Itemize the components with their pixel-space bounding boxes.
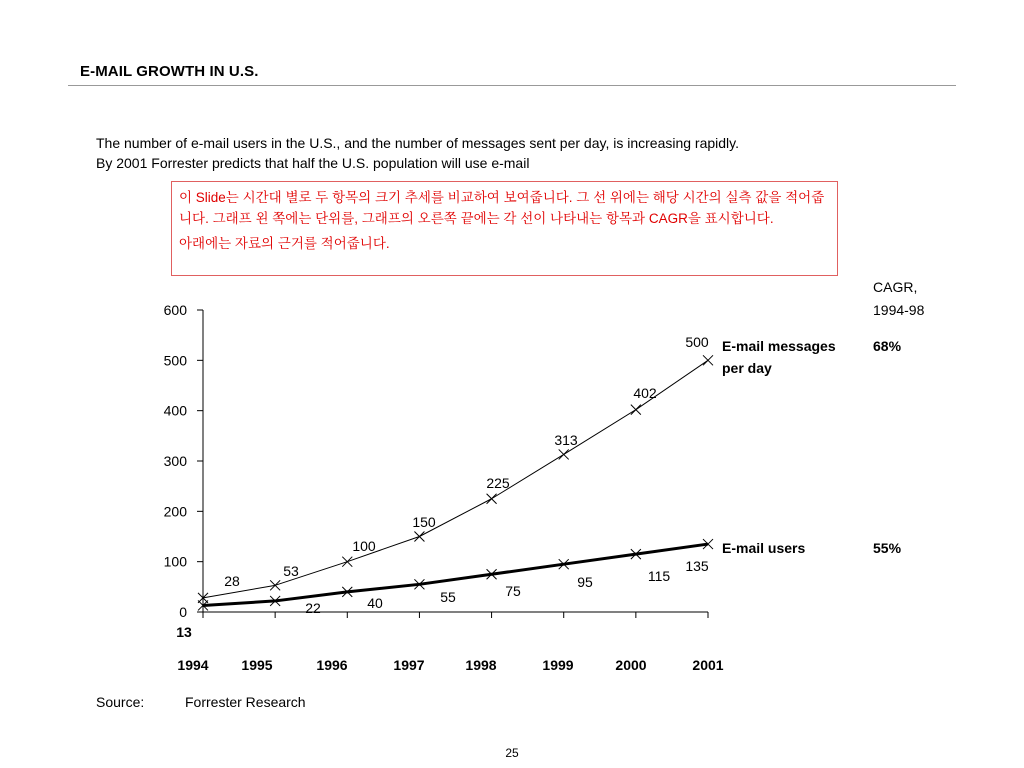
x-tick-label-1998: 1998 xyxy=(465,657,497,673)
chart-axes xyxy=(197,310,708,618)
series-name-1-line-0: E-mail users xyxy=(722,540,806,556)
y-tick-label-400: 400 xyxy=(163,402,187,419)
data-label-series-0-1998: 225 xyxy=(486,475,510,491)
data-label-series-1-1999: 95 xyxy=(577,574,593,590)
data-label-series-1-1997: 55 xyxy=(440,589,456,605)
series-0-point-1998 xyxy=(487,494,497,504)
cagr-value-0: 68% xyxy=(873,338,902,354)
series-name-0-line-0: E-mail messages xyxy=(722,338,836,354)
x-tick-label-1994: 1994 xyxy=(177,657,209,673)
series-line-0 xyxy=(203,360,708,598)
series-0-point-1997 xyxy=(414,532,424,542)
series-0-point-2001 xyxy=(703,355,713,365)
data-label-series-1-1998: 75 xyxy=(505,583,521,599)
y-tick-label-600: 600 xyxy=(163,302,187,318)
data-label-series-0-1995: 53 xyxy=(283,563,299,579)
series-0-point-1995 xyxy=(270,580,280,590)
y-tick-label-200: 200 xyxy=(163,503,187,520)
chart-labels xyxy=(164,279,925,673)
x-tick-label-2000: 2000 xyxy=(615,657,647,673)
x-tick-label-1999: 1999 xyxy=(542,657,574,673)
y-tick-label-500: 500 xyxy=(163,352,187,369)
annotation-line-1: 이 Slide는 시간대 별로 두 항목의 크기 추세를 비교하여 보여줍니다. 그 선 위에는 해당 시간의 실측 값을 적어줍니다. 그래프 왼 쪽에는 단위를, 그래프의 오른쪽 끝에는 각 선이 나타내는 항목과 CAGR을 표시합니다. xyxy=(179,190,825,226)
x-tick-label-1997: 1997 xyxy=(393,657,425,673)
data-label-series-1-2001: 135 xyxy=(685,558,709,574)
data-label-series-0-2000: 402 xyxy=(633,385,657,401)
y-tick-label-100: 100 xyxy=(163,553,187,570)
y-tick-label-0: 0 xyxy=(179,604,187,620)
source-note xyxy=(96,694,306,710)
annotation-line-2: 아래에는 자료의 근거를 적어줍니다. xyxy=(179,236,390,251)
data-label-series-1-1994: 13 xyxy=(176,624,192,640)
data-label-series-0-2001: 500 xyxy=(685,334,709,350)
y-tick-label-300: 300 xyxy=(163,453,187,469)
data-label-series-0-1997: 150 xyxy=(412,514,436,530)
page-title: E-MAIL GROWTH IN U.S. xyxy=(80,63,259,80)
series-0-point-1996 xyxy=(342,557,352,567)
series-0-point-2000 xyxy=(631,405,641,415)
page-number: 25 xyxy=(505,746,519,760)
x-tick-label-1995: 1995 xyxy=(241,657,273,673)
source-value: Forrester Research xyxy=(185,694,306,710)
cagr-header-line-1: CAGR, xyxy=(873,279,918,295)
cagr-header-line-2: 1994-98 xyxy=(873,302,925,318)
data-label-series-1-2000: 115 xyxy=(647,568,671,584)
data-label-series-0-1994: 28 xyxy=(224,573,240,589)
data-label-series-1-1995: 22 xyxy=(305,600,321,616)
description-line-1: The number of e-mail users in the U.S., and the number of messages sent per day, is increasing rapidly. xyxy=(96,135,740,151)
series-0-point-1999 xyxy=(559,449,569,459)
x-tick-label-1996: 1996 xyxy=(316,657,348,673)
data-label-series-1-1996: 40 xyxy=(367,595,383,611)
source-label: Source: xyxy=(96,694,145,710)
cagr-value-1: 55% xyxy=(873,540,902,556)
chart-lines xyxy=(203,360,708,605)
data-label-series-0-1999: 313 xyxy=(554,432,578,448)
data-label-series-0-1996: 100 xyxy=(352,538,376,554)
x-tick-label-2001: 2001 xyxy=(692,657,724,673)
series-name-0-line-1: per day xyxy=(722,360,772,376)
description-line-2: By 2001 Forrester predicts that half the U.S. population will use e-mail xyxy=(96,155,530,171)
